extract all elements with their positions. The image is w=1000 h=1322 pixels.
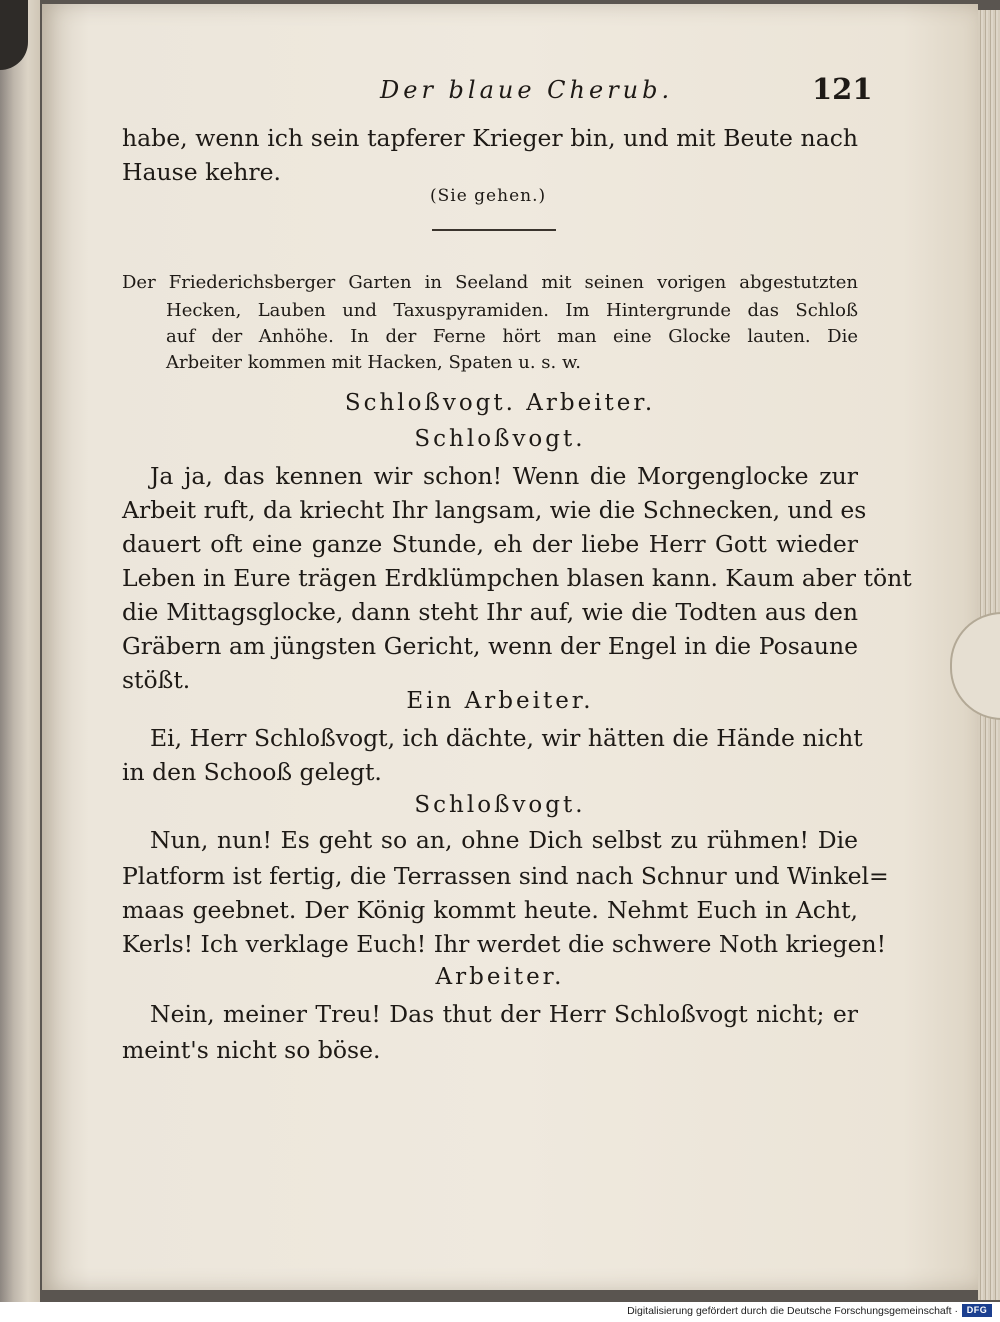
scene-description-line: auf der Anhöhe. In der Ferne hört man eine Glocke lauten. Die — [166, 326, 858, 347]
book-left-edge — [0, 0, 40, 1302]
scene-description-line: Der Friederichsberger Garten in Seeland mit seinen vorigen abgestutzten — [122, 272, 858, 293]
scene-separator — [432, 229, 556, 231]
dialogue-line: in den Schooß gelegt. — [122, 758, 382, 786]
dialogue-line: maas geebnet. Der König kommt heute. Nehmt Euch in Acht, — [122, 896, 858, 924]
dialogue-line: Leben in Eure trägen Erdklümpchen blasen kann. Kaum aber tönt — [122, 564, 912, 592]
funding-credit: Digitalisierung gefördert durch die Deutsche Forschungsgemeinschaft · — [627, 1305, 958, 1317]
dialogue-line: die Mittagsglocke, dann steht Ihr auf, wie die Todten aus den — [122, 598, 858, 626]
dialogue-line: Nein, meiner Treu! Das thut der Herr Schloßvogt nicht; er — [150, 1000, 858, 1028]
running-title: Der blaue Cherub. — [380, 76, 674, 104]
dialogue-line: Kerls! Ich verklage Euch! Ihr werdet die schwere Noth kriegen! — [122, 930, 887, 958]
dialogue-line: dauert oft eine ganze Stunde, eh der liebe Herr Gott wieder — [122, 530, 858, 558]
scene-description-line: Arbeiter kommen mit Hacken, Spaten u. s. w. — [166, 352, 581, 373]
dialogue-line: meint's nicht so böse. — [122, 1036, 381, 1064]
speaker-name: Arbeiter. — [435, 964, 565, 990]
dialogue-line: stößt. — [122, 666, 191, 694]
dfg-logo: DFG — [962, 1304, 992, 1317]
dialogue-line: Ei, Herr Schloßvogt, ich dächte, wir hätten die Hände nicht — [150, 724, 863, 752]
dialogue-line: Platform ist fertig, die Terrassen sind nach Schnur und Winkel= — [122, 862, 889, 890]
dialogue-line: Ja ja, das kennen wir schon! Wenn die Morgenglocke zur — [150, 462, 858, 490]
speaker-name: Schloßvogt. — [414, 426, 586, 452]
stage-direction-exit: (Sie gehen.) — [430, 186, 547, 206]
scene-description-line: Hecken, Lauben und Taxuspyramiden. Im Hintergrunde das Schloß — [166, 300, 858, 321]
characters-line: Schloßvogt. Arbeiter. — [344, 390, 656, 416]
dialogue-line: Nun, nun! Es geht so an, ohne Dich selbst zu rühmen! Die — [150, 826, 858, 854]
speaker-name: Ein Arbeiter. — [406, 688, 594, 714]
text-line: habe, wenn ich sein tapferer Krieger bin, und mit Beute nach — [122, 124, 858, 152]
page-number: 121 — [812, 72, 873, 106]
dialogue-line: Gräbern am jüngsten Gericht, wenn der Engel in die Posaune — [122, 632, 858, 660]
dialogue-line: Arbeit ruft, da kriecht Ihr langsam, wie die Schnecken, und es — [122, 496, 867, 524]
text-line: Hause kehre. — [122, 158, 281, 186]
speaker-name: Schloßvogt. — [414, 792, 586, 818]
